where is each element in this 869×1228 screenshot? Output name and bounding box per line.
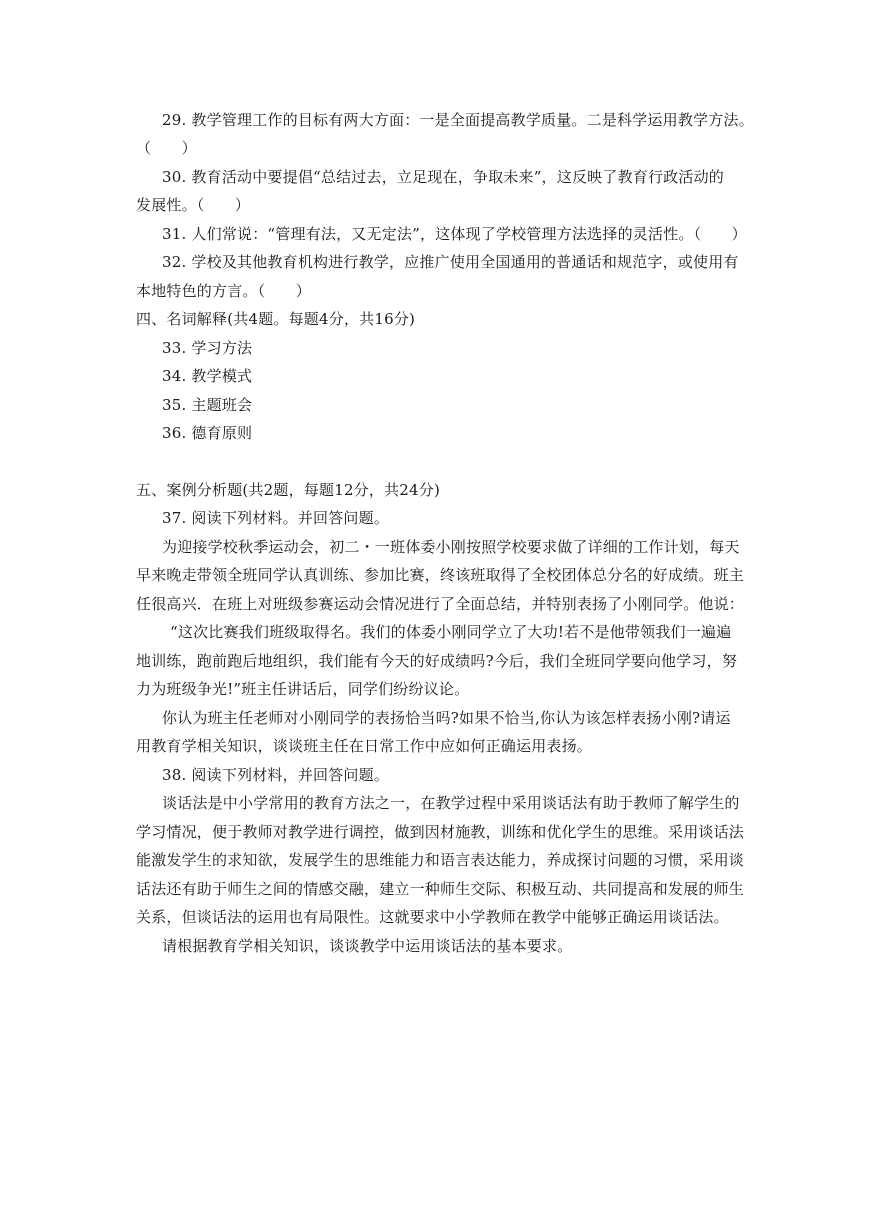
question-29-answer-blank: （ ） [136,139,197,157]
q37-quote-line: 地训练，跑前跑后地组织，我们能有今天的好成绩吗?今后，我们全班同学要向他学习，努 [136,652,738,670]
question-32-line-1: 32. 学校及其他教育机构进行教学，应推广使用全国通用的普通话和规范字，或使用有 [162,253,739,271]
q37-material-line: 任很高兴．在班上对班级参赛运动会情况进行了全面总结，并特别表扬了小刚同学。他说： [136,595,745,613]
term-item: 34. 教学模式 [162,367,253,385]
term-item: 33. 学习方法 [162,339,253,357]
question-32-line-2: 本地特色的方言。（ ） [136,282,311,300]
question-30-line-1: 30. 教育活动中要提倡“总结过去，立足现在，争取未来”，这反映了教育行政活动的 [162,168,724,186]
q38-material-line: 话法还有助于师生之间的情感交融，建立一种师生交际、积极互动、共同提高和发展的师生 [136,880,745,898]
q38-material-line: 能激发学生的求知欲，发展学生的思维能力和语言表达能力，养成探讨问题的习惯，采用谈 [136,851,745,869]
q38-material-line: 学习情况，便于教师对教学进行调控，做到因材施教，训练和优化学生的思维。采用谈话法 [136,823,745,841]
section-4-heading: 四、名词解释(共4题。每题4分，共16分) [136,310,416,328]
q38-question: 请根据教育学相关知识，谈谈教学中运用谈话法的基本要求。 [162,937,573,955]
question-29-line-1: 29. 教学管理工作的目标有两大方面：一是全面提高教学质量。二是科学运用教学方法。 [162,111,754,129]
term-item: 35. 主题班会 [162,396,253,414]
question-30-line-2: 发展性。（ ） [136,196,251,214]
q38-material-line: 谈话法是中小学常用的教育方法之一，在教学过程中采用谈话法有助于教师了解学生的 [162,794,740,812]
term-item: 36. 德育原则 [162,424,253,442]
q37-question-line: 你认为班主任老师对小刚同学的表扬恰当吗?如果不恰当,你认为该怎样表扬小刚?请运 [162,709,731,727]
q38-material-line: 关系，但谈话法的运用也有局限性。这就要求中小学教师在教学中能够正确运用谈话法。 [136,908,729,926]
q37-material-line: 早来晚走带领全班同学认真训练、参加比赛，终该班取得了全校团体总分名的好成绩。班主 [136,566,745,584]
q37-material-line: 为迎接学校秋季运动会，初二・一班体委小刚按照学校要求做了详细的工作计划，每天 [162,538,740,556]
question-31-line-1: 31. 人们常说：“管理有法，又无定法”，这体现了学校管理方法选择的灵活性。（ ） [162,225,747,243]
question-38-prompt: 38. 阅读下列材料，并回答问题。 [162,766,390,784]
section-5-heading: 五、案例分析题(共2题，每题12分，共24分) [136,481,441,499]
question-37-prompt: 37. 阅读下列材料。并回答问题。 [162,509,390,527]
q37-quote-line: “这次比赛我们班级取得名。我们的体委小刚同学立了大功!若不是他带领我们一遍遍 [170,623,732,641]
q37-question-line: 用教育学相关知识，谈谈班主任在日常工作中应如何正确运用表扬。 [136,737,593,755]
q37-quote-line: 力为班级争光!”班主任讲话后，同学们纷纷议论。 [136,680,470,698]
